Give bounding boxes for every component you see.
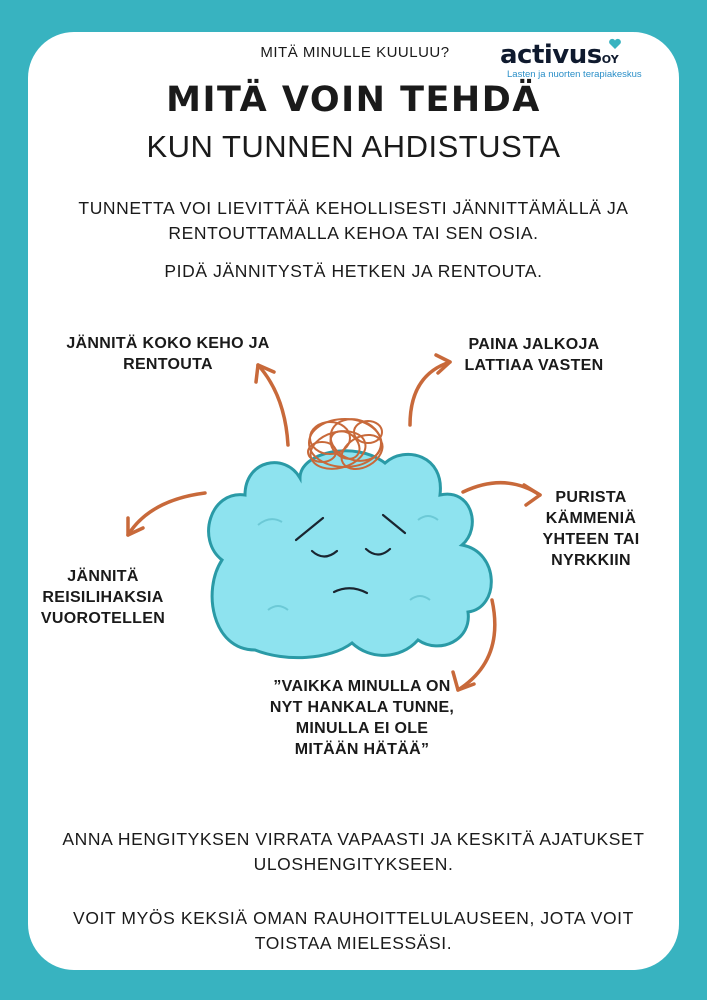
logo-tagline: Lasten ja nuorten terapiakeskus	[507, 69, 642, 80]
arrow-to-feet	[410, 355, 450, 425]
logo-suffix: OY	[601, 53, 619, 66]
breathing-paragraph: ANNA HENGITYKSEN VIRRATA VAPAASTI JA KESKITÄ AJATUKSET ULOSHENGITYKSEEN.	[62, 829, 645, 874]
arrow-to-whole-body	[256, 365, 288, 445]
instruction-paragraph: PIDÄ JÄNNITYSTÄ HETKEN JA RENTOUTA.	[164, 261, 543, 281]
tip-feet: PAINA JALKOJA LATTIAA VASTEN	[464, 336, 604, 374]
arrow-to-thighs	[128, 493, 205, 535]
page-title: MITÄ VOIN TEHDÄ	[166, 80, 541, 120]
tip-calming-phrase: ”VAIKKA MINULLA ON NYT HANKALA TUNNE, MINULLA EI OLE MITÄÄN HÄTÄÄ”	[269, 678, 455, 758]
cloud-icon	[209, 451, 492, 658]
tip-thighs: JÄNNITÄ REISILIHAKSIA VUOROTELLEN	[40, 568, 166, 627]
logo-wordmark: activus	[500, 40, 602, 70]
intro-paragraph: TUNNETTA VOI LIEVITTÄÄ KEHOLLISESTI JÄNNITTÄMÄLLÄ JA RENTOUTTAMALLA KEHOA TAI SEN OSIA.	[78, 198, 629, 243]
tip-palms: PURISTA KÄMMENIÄ YHTEEN TAI NYRKKIIN	[542, 489, 640, 569]
phrase-paragraph: VOIT MYÖS KEKSIÄ OMAN RAUHOITTELULAUSEEN, JOTA VOIT TOISTAA MIELESSÄSI.	[73, 908, 634, 953]
tip-whole-body: JÄNNITÄ KOKO KEHO JA RENTOUTA	[66, 335, 270, 373]
page-subtitle: KUN TUNNEN AHDISTUSTA	[146, 129, 561, 164]
eyebrow-text: MITÄ MINULLE KUULUU?	[260, 44, 450, 61]
